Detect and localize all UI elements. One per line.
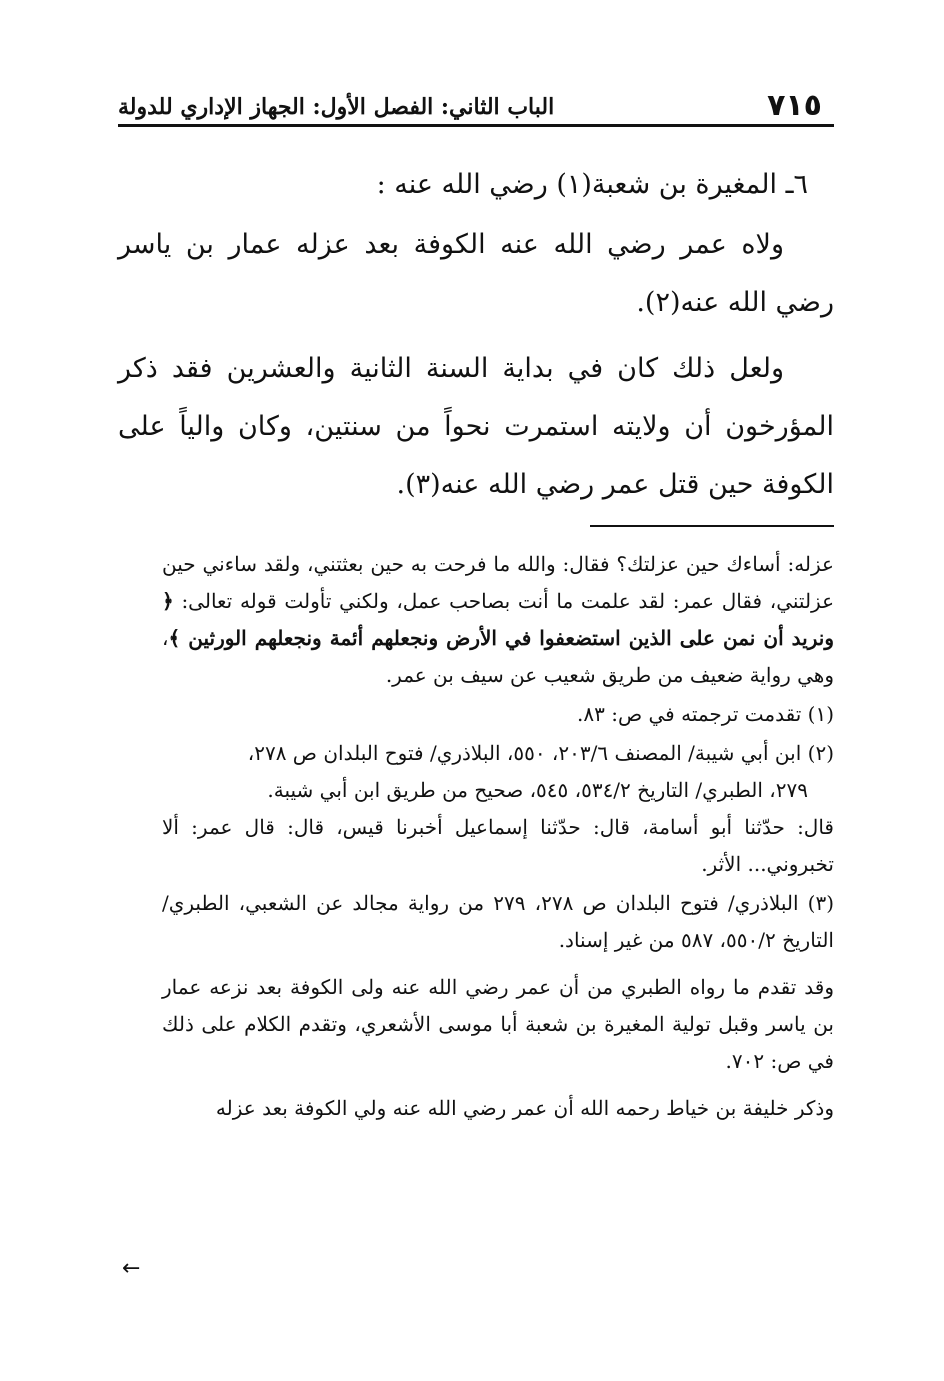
page-header bbox=[118, 84, 834, 127]
body-paragraph-2: ولعل ذلك كان في بداية السنة الثانية والعشرين فقد ذكر المؤرخون أن ولايته استمرت نحواً من سنتين، وكان والياً على الكوفة حين قتل عمر رضي الله عنه(٣). bbox=[118, 353, 834, 500]
footnote-separator bbox=[590, 525, 834, 527]
quran-verse: ﴿ ونريد أن نمن على الذين استضعفوا في الأرض ونجعلهم أئمة ونجعلهم الورثين ﴾ bbox=[162, 589, 834, 650]
footnote-2-line-1: (٢) ابن أبي شيبة/ المصنف ٢٠٣/٦، ٥٥٠، البلاذري/ فتوح البلدان ص ٢٧٨، bbox=[247, 741, 834, 765]
footnote-carryover bbox=[162, 546, 834, 694]
footnote-3-note-1: وقد تقدم ما رواه الطبري من أن عمر رضي الله عنه ولى الكوفة بعد نزعه عمار بن ياسر وقبل تولية المغيرة بن شعبة أبا موسى الأشعري، وتقدم الكلام على ذلك في ص: ٧٠٢. bbox=[162, 975, 834, 1073]
running-title: الباب الثاني: الفصل الأول: الجهاز الإداري للدولة bbox=[118, 94, 555, 120]
footnote-3: (٣) البلاذري/ فتوح البلدان ص ٢٧٨، ٢٧٩ من رواية مجالد عن الشعبي، الطبري/ التاريخ ٥٥٠/٢، ٥٨٧ من غير إسناد. bbox=[162, 891, 835, 952]
continuation-arrow-icon: ← bbox=[122, 1256, 141, 1281]
footnote-carryover-start: عزله: أساءك حين عزلتك؟ فقال: والله ما فرحت به حين بعثتني، ولقد ساءني حين عزلتني، فقال عمر: لقد علمت ما أنت بصاحب عمل، ولكني تأولت قوله تعالى: bbox=[162, 552, 835, 613]
page-number: ٧١٥ bbox=[767, 88, 822, 123]
footnotes bbox=[162, 546, 834, 1127]
main-text bbox=[118, 160, 834, 514]
book-page bbox=[118, 0, 834, 1381]
footnote-carryover-end: ، وهي رواية ضعيف من طريق شعيب عن سيف بن عمر. bbox=[162, 626, 834, 687]
body-paragraph-1: ولاه عمر رضي الله عنه الكوفة بعد عزله عمار بن ياسر رضي الله عنه(٢). bbox=[118, 229, 834, 318]
footnote-1: (١) تقدمت ترجمته في ص: ٨٣. bbox=[577, 702, 834, 726]
footnote-2-line-2: ٢٧٩، الطبري/ التاريخ ٥٣٤/٢، ٥٤٥، صحيح من طريق ابن أبي شيبة. bbox=[267, 778, 808, 802]
footnote-2-quote: قال: حدّثنا أبو أسامة، قال: حدّثنا إسماعيل أخبرنا قيس، قال: قال عمر: ألا تخبروني... الأثر. bbox=[162, 815, 834, 876]
footnote-3-note-2: وذكر خليفة بن خياط رحمه الله أن عمر رضي الله عنه ولي الكوفة بعد عزله bbox=[215, 1096, 834, 1120]
section-heading: ٦ـ المغيرة بن شعبة(١) رضي الله عنه : bbox=[376, 169, 808, 200]
